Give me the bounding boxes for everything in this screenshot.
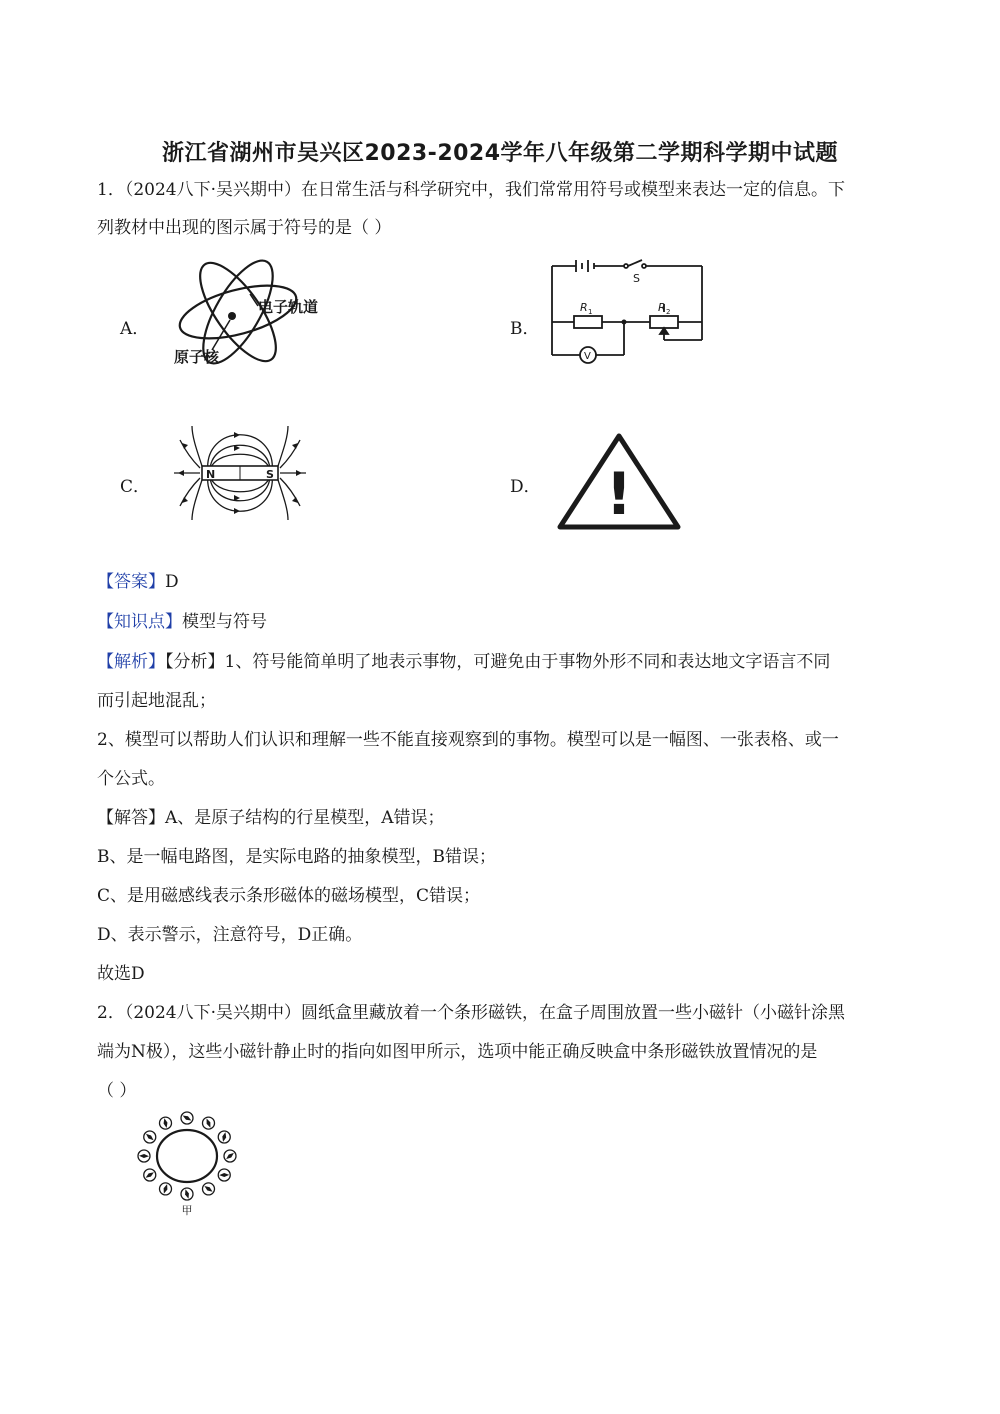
compass-needle-icon xyxy=(181,1112,193,1124)
compass-needle-icon xyxy=(138,1150,150,1162)
paper-box-circle xyxy=(157,1130,217,1182)
analysis-tag: 【解析】 xyxy=(97,652,165,672)
answer-value: D xyxy=(165,572,179,592)
q1-option-a-label: A． xyxy=(120,319,150,339)
orbit-label: 电子轨道 xyxy=(258,298,319,316)
compass-needle-icon xyxy=(218,1131,230,1143)
warning-sign-figure xyxy=(556,432,682,532)
analysis-text-1: 【分析】1、符号能简单明了地表示事物，可避免由于事物外形不同和表达地文字语言不同 xyxy=(165,652,831,672)
south-pole-label: S xyxy=(266,468,274,481)
analysis-line-2: 而引起地混乱； xyxy=(97,691,216,711)
page-title: 浙江省湖州市吴兴区2023-2024学年八年级第二学期科学期中试题 xyxy=(161,141,839,166)
compass-needle-icon xyxy=(160,1183,172,1195)
analysis-line-1 xyxy=(97,650,917,674)
q1-stem-line-1: 1．（2024八下·吴兴期中）在日常生活与科学研究中，我们常常用符号或模型来表达一定的信息。下 xyxy=(97,180,845,200)
north-pole-label: N xyxy=(206,468,216,481)
r1-subscript: 1 xyxy=(588,308,593,316)
r1-label: R xyxy=(580,301,588,314)
q2-stem-line-1: 2．（2024八下·吴兴期中）圆纸盒里藏放着一个条形磁铁，在盒子周围放置一些小磁针（小磁针涂黑 xyxy=(97,1003,845,1023)
exclamation-icon: ! xyxy=(605,460,633,528)
magnet-field-figure xyxy=(170,418,310,528)
r2-label: R xyxy=(658,301,666,314)
solution-line-5: 故选D xyxy=(97,964,145,984)
q1-option-b-label: B． xyxy=(510,319,540,339)
compass-needle-icon xyxy=(144,1169,156,1181)
atom-model-figure xyxy=(170,250,330,370)
solution-line-2: B、是一幅电路图，是实际电路的抽象模型，B错误； xyxy=(97,847,496,867)
q2-stem-line-3: （ ） xyxy=(97,1081,137,1101)
voltmeter-label: V xyxy=(584,351,591,362)
compass-needle-icon xyxy=(203,1183,215,1195)
r2-subscript: 2 xyxy=(666,308,671,316)
compass-needle-icon xyxy=(203,1117,215,1129)
q1-stem-line-2: 列教材中出现的图示属于符号的是（ ） xyxy=(97,218,392,238)
solution-line-3: C、是用磁感线表示条形磁体的磁场模型，C错误； xyxy=(97,886,481,906)
q1-option-d-label: D． xyxy=(510,477,541,497)
nucleus-label: 原子核 xyxy=(174,348,220,366)
solution-line-4: D、表示警示，注意符号，D正确。 xyxy=(97,925,363,945)
knowledge-tag: 【知识点】 xyxy=(97,612,182,632)
solution-line-1: 【解答】A、是原子结构的行星模型，A错误； xyxy=(97,808,445,828)
q2-stem-line-2: 端为N极），这些小磁针静止时的指向如图甲所示，选项中能正确反映盒中条形磁铁放置情况的是 xyxy=(97,1042,818,1062)
compass-needle-icon xyxy=(224,1150,236,1162)
compass-needle-icon xyxy=(144,1131,156,1143)
compass-ring-figure xyxy=(132,1110,242,1220)
knowledge-line xyxy=(97,610,917,634)
knowledge-value: 模型与符号 xyxy=(182,612,267,632)
compass-needle-icon xyxy=(181,1188,193,1200)
circuit-diagram-figure xyxy=(548,258,708,368)
q1-option-c-label: C． xyxy=(120,477,151,497)
answer-line xyxy=(97,570,917,594)
analysis-line-3: 2、模型可以帮助人们认识和理解一些不能直接观察到的事物。模型可以是一幅图、一张表格、或一 xyxy=(97,730,839,750)
figure-caption: 甲 xyxy=(181,1204,193,1217)
switch-label: S xyxy=(633,272,640,285)
answer-tag: 【答案】 xyxy=(97,572,165,592)
analysis-line-4: 个公式。 xyxy=(97,769,165,789)
compass-needle-icon xyxy=(218,1169,230,1181)
compass-needle-icon xyxy=(160,1117,172,1129)
